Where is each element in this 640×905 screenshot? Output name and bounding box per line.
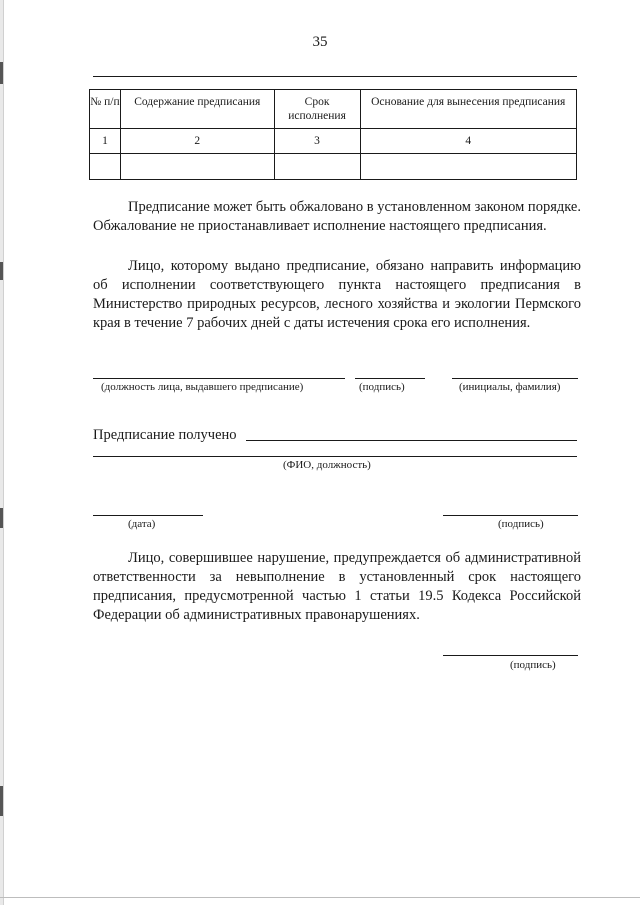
table-cell — [120, 154, 274, 180]
page-number: 35 — [312, 34, 328, 50]
name-caption: (инициалы, фамилия) — [459, 381, 561, 393]
scan-edge-mark — [0, 508, 3, 528]
name-line — [452, 378, 578, 379]
scan-edge-mark — [0, 62, 3, 84]
receipt-line — [246, 440, 577, 441]
page-bottom-edge — [0, 897, 640, 898]
date-line — [93, 515, 203, 516]
table-header-content: Содержание предписания — [120, 90, 274, 129]
header-rule — [93, 76, 577, 77]
position-caption: (должность лица, выдавшего предписание) — [101, 381, 304, 393]
receipt-label: Предписание получено — [93, 427, 237, 443]
obligation-paragraph: Лицо, которому выдано предписание, обязано направить информацию об исполнении соответствующего пункта настоящего предписания в Министерство природных ресурсов, лесного хозяйства и экологии Пермского края в течение 7 рабочих дней с даты истечения срока его исполнения. — [93, 258, 581, 331]
table-cell: 3 — [274, 129, 360, 154]
scan-edge-mark — [0, 262, 3, 280]
table-cell — [90, 154, 121, 180]
table-cell: 2 — [120, 129, 274, 154]
page-left-edge — [0, 0, 4, 905]
final-signature-line — [443, 655, 578, 656]
prescription-table — [89, 89, 577, 180]
signature-caption: (подпись) — [359, 381, 405, 393]
fio-caption: (ФИО, должность) — [283, 459, 371, 471]
receipt-signature-caption: (подпись) — [498, 518, 544, 530]
warning-paragraph: Лицо, совершившее нарушение, предупреждается об административной ответственности за невыполнение в установленный срок настоящего предписания, предусмотренной частью 1 статьи 19.5 Кодекса Российской Федерации об административных правонарушениях. — [93, 550, 581, 623]
fio-line — [93, 456, 577, 457]
final-signature-caption: (подпись) — [510, 659, 556, 671]
table-cell: 4 — [360, 129, 577, 154]
table-row — [90, 129, 577, 154]
table-cell: 1 — [90, 129, 121, 154]
table-row — [90, 154, 577, 180]
table-cell — [360, 154, 577, 180]
scan-edge-mark — [0, 786, 3, 816]
table-cell — [274, 154, 360, 180]
table-header-row — [90, 90, 577, 129]
receipt-signature-line — [443, 515, 578, 516]
signature-line — [355, 378, 425, 379]
position-line — [93, 378, 345, 379]
table-header-number: № п/п — [90, 90, 121, 129]
table-header-basis: Основание для вынесения предписания — [360, 90, 577, 129]
appeal-paragraph: Предписание может быть обжаловано в установленном законом порядке. Обжалование не приостанавливает исполнение настоящего предписания. — [93, 199, 581, 234]
date-caption: (дата) — [128, 518, 156, 530]
table-header-deadline: Срок исполнения — [274, 90, 360, 129]
